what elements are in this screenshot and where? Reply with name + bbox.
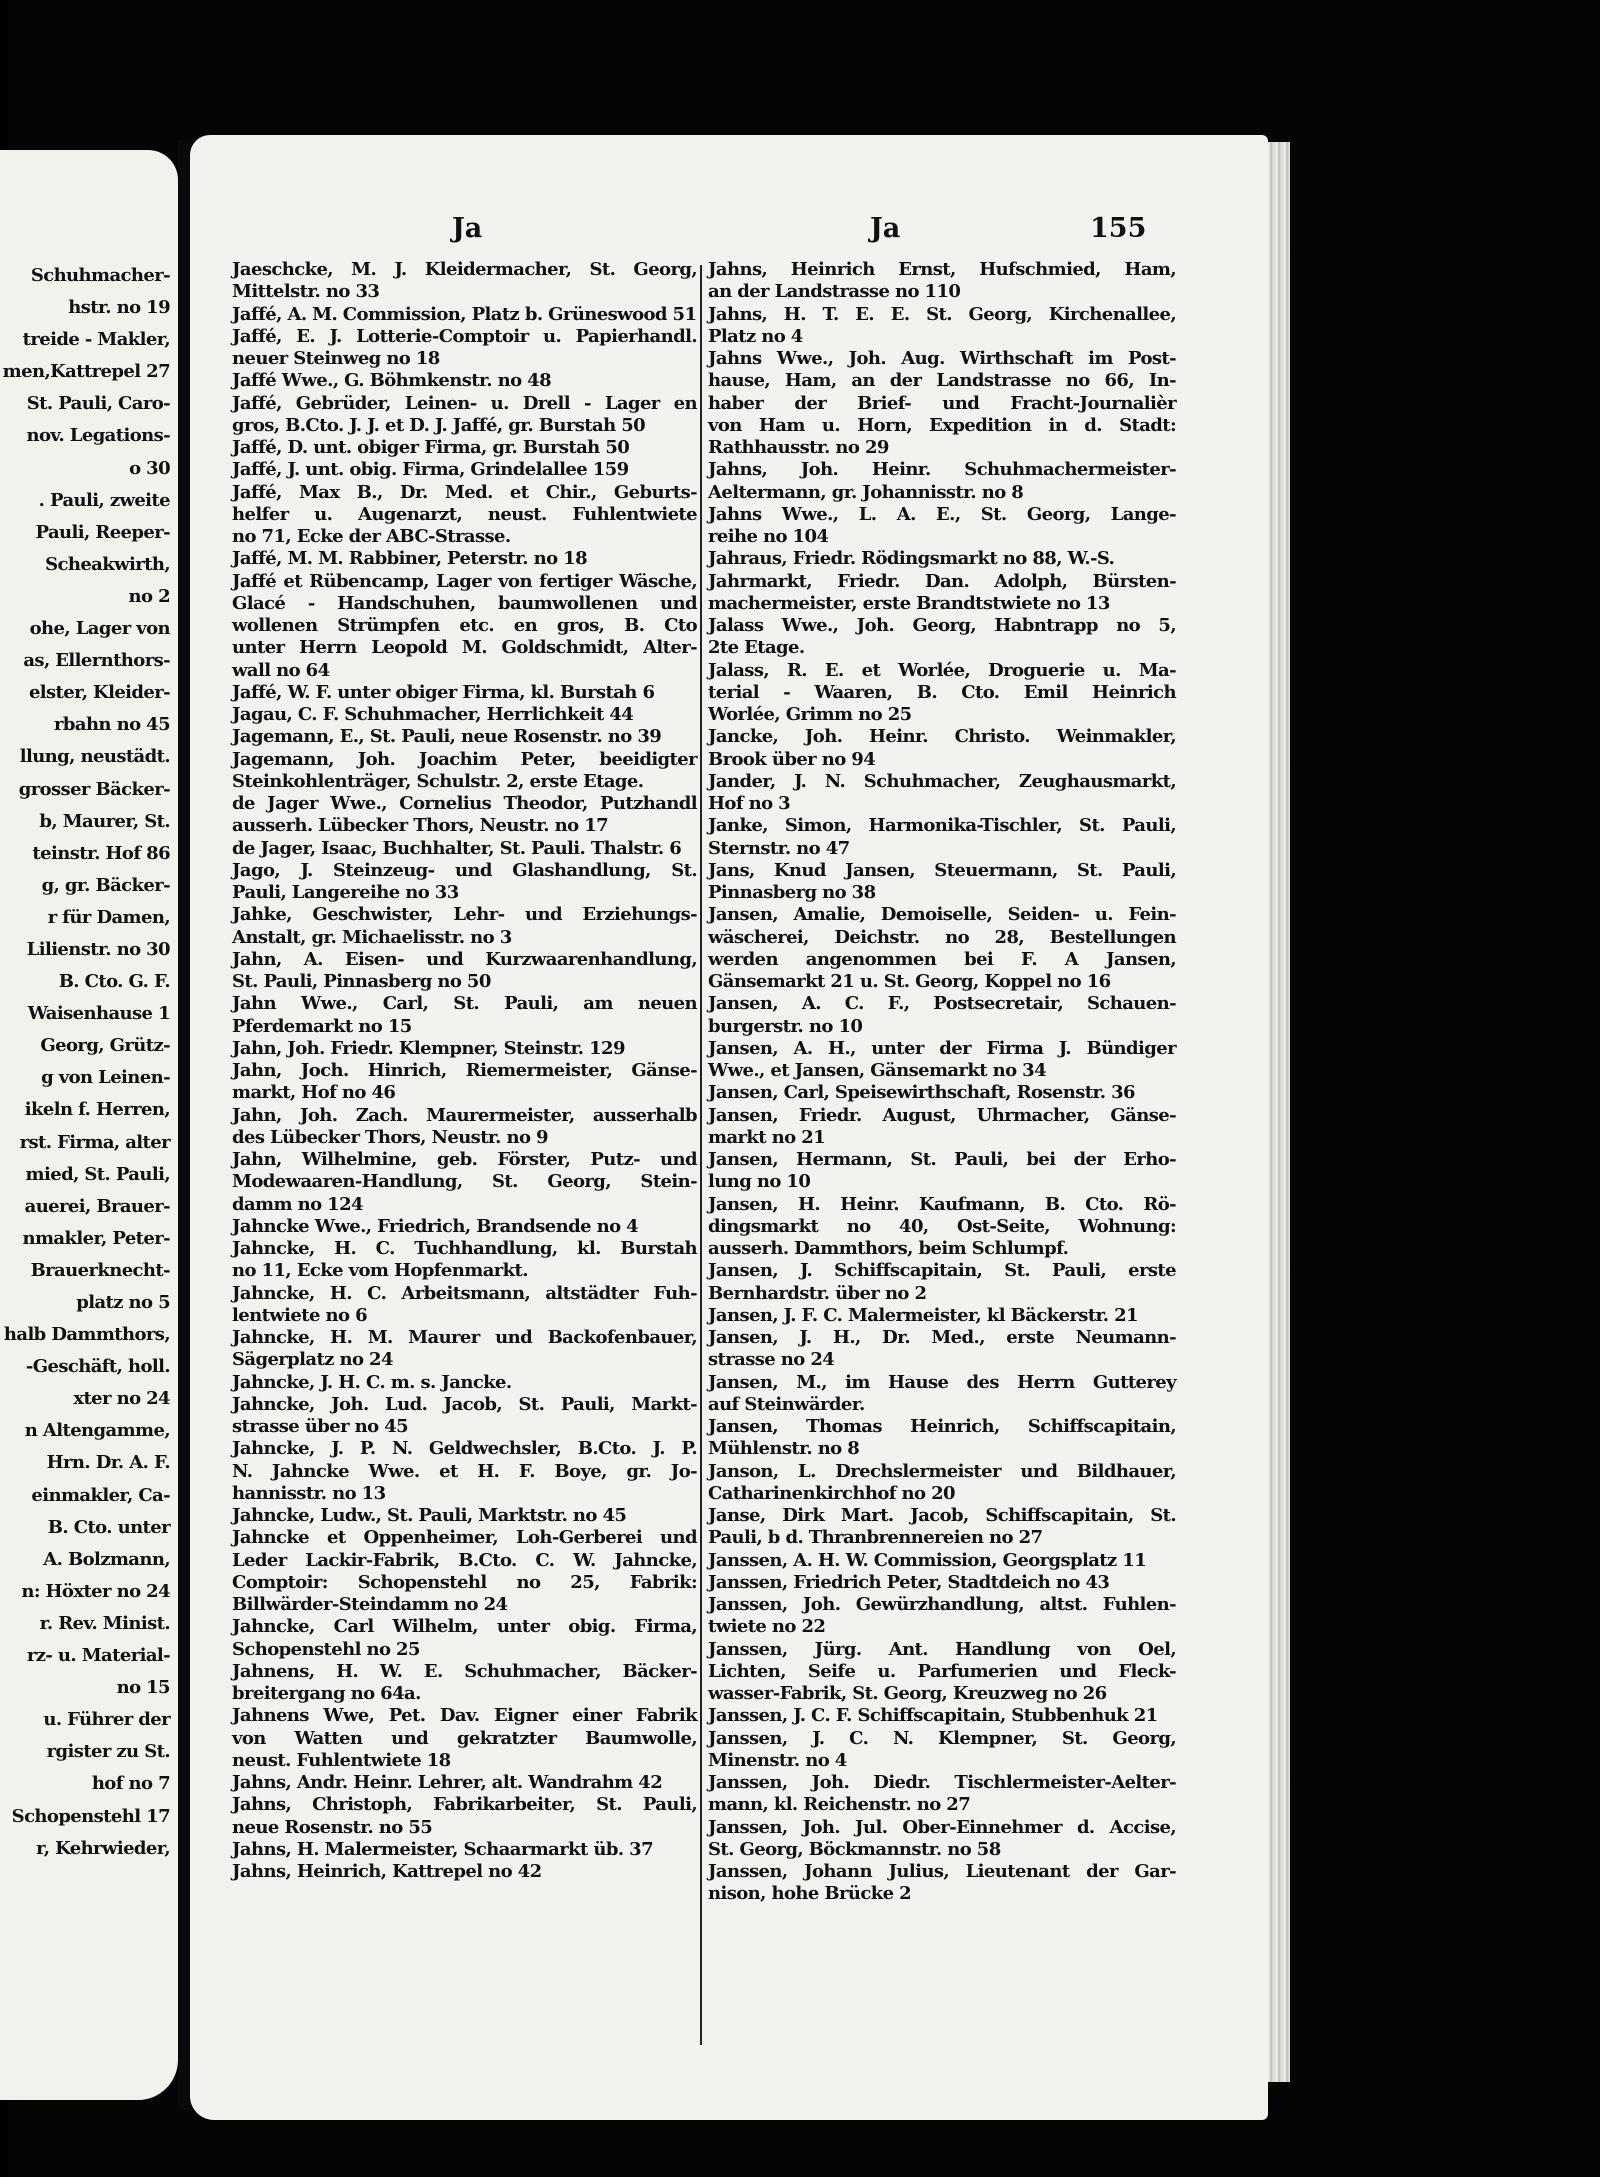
page-header	[190, 213, 1268, 253]
directory-entry-line: Janssen, Johann Julius, Lieutenant der Gar-	[708, 1861, 1176, 1882]
page-number: 155	[1090, 213, 1147, 244]
directory-entry-line: Jahncke, Joh. Lud. Jacob, St. Pauli, Markt-	[232, 1393, 697, 1415]
directory-entry-line: werden angenommen bei F. A Jansen,	[708, 948, 1176, 970]
directory-entry-line: dingsmarkt no 40, Ost-Seite, Wohnung:	[708, 1215, 1176, 1237]
left-page-fragment-line: rz- u. Material-	[26, 1645, 170, 1667]
directory-entry-line: Jansen, J. H., Dr. Med., erste Neumann-	[708, 1327, 1176, 1348]
directory-entry-line: Jahn, Wilhelmine, geb. Förster, Putz- und	[232, 1149, 697, 1170]
directory-entry-line: Jander, J. N. Schuhmacher, Zeughausmarkt,	[708, 770, 1176, 792]
directory-entry-line: Jahn, Joh. Friedr. Klempner, Steinstr. 129	[232, 1037, 625, 1059]
directory-entry-line: markt, Hof no 46	[232, 1082, 396, 1104]
directory-entry-line: Jahns, Heinrich Ernst, Hufschmied, Ham,	[708, 259, 1176, 280]
left-page-fragment-line: men,Kattrepel 27	[2, 361, 170, 383]
left-page-fragment-line: u. Führer der	[43, 1709, 170, 1731]
left-page-fragment-line: r. Rev. Minist.	[39, 1612, 170, 1634]
left-page-fragment-line: b, Maurer, St.	[39, 810, 170, 832]
directory-entry-line: Janssen, J. C. F. Schiffscapitain, Stubbenhuk 21	[708, 1705, 1158, 1727]
directory-entry-line: de Jager Wwe., Cornelius Theodor, Putzhandl	[232, 793, 697, 814]
directory-entry-line: Rathhausstr. no 29	[708, 437, 889, 458]
directory-entry-line: Jaffé, M. M. Rabbiner, Peterstr. no 18	[232, 548, 588, 570]
directory-entry-line: Jago, J. Steinzeug- und Glashandlung, St.	[232, 859, 697, 881]
directory-entry-line: Jans, Knud Jansen, Steuermann, St. Pauli,	[708, 859, 1176, 881]
directory-entry-line: Jaffé, E. J. Lotterie-Comptoir u. Papierhandl.	[232, 325, 697, 347]
left-page-fragment-line: xter no 24	[73, 1388, 170, 1410]
directory-entry-line: Jahncke, H. M. Maurer und Backofenbauer,	[232, 1327, 697, 1348]
directory-entry-line: Jagau, C. F. Schuhmacher, Herrlichkeit 44	[232, 704, 634, 725]
left-page-fragment-line: B. Cto. unter	[47, 1516, 170, 1538]
directory-entry-line: markt no 21	[708, 1126, 826, 1148]
directory-entry-line: Janssen, Joh. Diedr. Tischlermeister-Aelter-	[708, 1772, 1176, 1793]
directory-entry-line: Jahns Wwe., L. A. E., St. Georg, Lange-	[708, 503, 1176, 525]
directory-entry-line: Jahns, H. Malermeister, Schaarmarkt üb. 37	[232, 1838, 654, 1860]
left-page-fragment-line: halb Dammthors,	[3, 1324, 170, 1346]
header-right-guideword: Ja	[870, 213, 901, 244]
directory-entry-line: Pauli, Langereihe no 33	[232, 882, 459, 903]
directory-entry-line: strasse über no 45	[232, 1416, 409, 1437]
directory-entry-line: Jahn, Joch. Hinrich, Riemermeister, Gänse-	[232, 1060, 697, 1081]
right-page	[190, 135, 1268, 2120]
directory-entry-line: mann, kl. Reichenstr. no 27	[708, 1794, 971, 1816]
directory-entry-line: Jagemann, Joh. Joachim Peter, beeidigter	[232, 748, 697, 770]
directory-entry-line: Schopenstehl no 25	[232, 1638, 420, 1660]
left-page-fragment-line: ikeln f. Herren,	[24, 1099, 170, 1121]
directory-entry-line: Jansen, Thomas Heinrich, Schiffscapitain,	[708, 1416, 1176, 1437]
directory-entry-line: von Watten und gekratzter Baumwolle,	[232, 1727, 697, 1749]
left-page-fragment-line: rst. Firma, alter	[19, 1131, 170, 1153]
directory-entry-line: Jaffé, A. M. Commission, Platz b. Grüneswood 51	[232, 303, 697, 325]
directory-entry-line: Jaffé, Max B., Dr. Med. et Chir., Geburts-	[232, 481, 697, 503]
directory-entry-line: Sägerplatz no 24	[232, 1349, 393, 1371]
directory-entry-line: Mühlenstr. no 8	[708, 1438, 860, 1460]
directory-entry-line: Janson, L. Drechslermeister und Bildhauer,	[708, 1460, 1176, 1482]
directory-entry-line: Worlée, Grimm no 25	[708, 704, 912, 725]
directory-entry-line: Jansen, M., im Hause des Herrn Gutterey	[708, 1371, 1176, 1393]
directory-entry-line: Billwärder-Steindamm no 24	[232, 1594, 508, 1615]
directory-entry-line: Sternstr. no 47	[708, 837, 850, 859]
directory-entry-line: Jahraus, Friedr. Rödingsmarkt no 88, W.-S.	[708, 548, 1115, 570]
directory-entry-line: ausserh. Lübecker Thors, Neustr. no 17	[232, 815, 609, 837]
directory-entry-line: Jansen, A. H., unter der Firma J. Bündiger	[708, 1037, 1176, 1059]
directory-entry-line: Janssen, Joh. Jul. Ober-Einnehmer d. Accise,	[708, 1816, 1176, 1838]
directory-entry-line: Brook über no 94	[708, 748, 876, 770]
directory-entry-line: Jahncke, Carl Wilhelm, unter obig. Firma,	[232, 1616, 697, 1638]
directory-entry-line: Jalass Wwe., Joh. Georg, Habntrapp no 5,	[708, 615, 1176, 636]
left-page-fragment-line: treide - Makler,	[22, 329, 170, 351]
directory-entry-line: ausserh. Dammthors, beim Schlumpf.	[708, 1238, 1069, 1259]
directory-entry-line: wäscherei, Deichstr. no 28, Bestellungen	[708, 926, 1176, 948]
directory-entry-line: Jahncke, H. C. Arbeitsmann, altstädter Fuh-	[232, 1282, 697, 1304]
directory-entry-line: machermeister, erste Brandtstwiete no 13	[708, 592, 1110, 614]
directory-entry-line: Jansen, J. Schiffscapitain, St. Pauli, erste	[708, 1260, 1176, 1282]
directory-entry-line: Jahncke, H. C. Tuchhandlung, kl. Burstah	[232, 1238, 697, 1259]
directory-entry-line: von Ham u. Horn, Expedition in d. Stadt:	[708, 414, 1176, 436]
directory-entry-line: Jagemann, E., St. Pauli, neue Rosenstr. no 39	[232, 726, 662, 748]
left-page	[0, 150, 178, 2100]
left-page-fragment-line: Schopenstehl 17	[11, 1805, 170, 1827]
directory-entry-line: reihe no 104	[708, 526, 829, 547]
directory-entry-line: wall no 64	[232, 659, 330, 681]
column-divider	[700, 265, 702, 2045]
left-page-fragment-line: einmakler, Ca-	[31, 1484, 170, 1506]
left-page-fragment-line: Brauerknecht-	[30, 1259, 170, 1281]
directory-entry-line: Gänsemarkt 21 u. St. Georg, Koppel no 16	[708, 971, 1111, 992]
left-page-fragment-line: no 2	[128, 585, 170, 607]
directory-entry-line: strasse no 24	[708, 1349, 835, 1371]
directory-entry-line: Steinkohlenträger, Schulstr. 2, erste Etage.	[232, 770, 644, 792]
directory-entry-line: Aeltermann, gr. Johannisstr. no 8	[708, 481, 1024, 503]
left-page-fragment-line: A. Bolzmann,	[43, 1548, 170, 1570]
directory-entry-line: Catharinenkirchhof no 20	[708, 1482, 955, 1504]
directory-entry-line: breitergang no 64a.	[232, 1683, 421, 1704]
left-page-fragment-line: ohe, Lager von	[29, 618, 170, 640]
directory-entry-line: lung no 10	[708, 1171, 811, 1193]
directory-entry-line: Jaeschcke, M. J. Kleidermacher, St. Georg,	[232, 259, 697, 280]
directory-entry-line: Glacé - Handschuhen, baumwollenen und	[232, 592, 697, 614]
directory-entry-line: Jaffé, W. F. unter obiger Firma, kl. Burstah 6	[232, 681, 655, 703]
directory-entry-line: no 71, Ecke der ABC-Strasse.	[232, 526, 511, 547]
directory-entry-line: neuer Steinweg no 18	[232, 348, 440, 369]
directory-entry-line: Jansen, H. Heinr. Kaufmann, B. Cto. Rö-	[708, 1193, 1176, 1215]
directory-entry-line: Wwe., et Jansen, Gänsemarkt no 34	[708, 1060, 1047, 1081]
directory-entry-line: Pferdemarkt no 15	[232, 1015, 412, 1037]
directory-entry-line: Jahns, H. T. E. E. St. Georg, Kirchenallee,	[708, 303, 1176, 325]
directory-entry-line: St. Georg, Böckmannstr. no 58	[708, 1838, 1001, 1860]
left-page-fragment-line: r, Kehrwieder,	[36, 1837, 170, 1859]
left-page-fragment-line: platz no 5	[76, 1292, 170, 1313]
directory-entry-line: neue Rosenstr. no 55	[232, 1816, 433, 1838]
directory-entry-line: Leder Lackir-Fabrik, B.Cto. C. W. Jahncke,	[232, 1549, 697, 1571]
directory-entry-line: Janssen, Friedrich Peter, Stadtdeich no 43	[708, 1571, 1110, 1593]
directory-entry-line: Jahnens Wwe, Pet. Dav. Eigner einer Fabrik	[232, 1705, 697, 1727]
left-page-fragment-line: rbahn no 45	[54, 714, 170, 736]
directory-entry-line: haber der Brief- und Fracht-Journalièr	[708, 392, 1176, 414]
directory-entry-line: Anstalt, gr. Michaelisstr. no 3	[232, 926, 512, 948]
directory-entry-line: Janssen, Joh. Gewürzhandlung, altst. Fuhlen-	[708, 1594, 1176, 1615]
directory-entry-line: Jahns, Heinrich, Kattrepel no 42	[232, 1861, 542, 1882]
left-page-fragment-line: n: Höxter no 24	[21, 1580, 170, 1602]
directory-entry-line: Jahnens, H. W. E. Schuhmacher, Bäcker-	[232, 1660, 697, 1682]
directory-entry-line: Jansen, A. C. F., Postsecretair, Schauen-	[708, 993, 1176, 1015]
directory-entry-line: Jaffé et Rübencamp, Lager von fertiger Wäsche,	[232, 570, 697, 592]
directory-entry-line: Platz no 4	[708, 325, 803, 347]
directory-entry-line: Jahns, Christoph, Fabrikarbeiter, St. Pauli,	[232, 1794, 697, 1816]
directory-entry-line: Jansen, J. F. C. Malermeister, kl Bäckerstr. 21	[708, 1304, 1138, 1326]
left-page-fragment-line: no 15	[116, 1677, 170, 1699]
directory-entry-line: Janke, Simon, Harmonika-Tischler, St. Pauli,	[708, 815, 1176, 837]
directory-entry-line: Jahns Wwe., Joh. Aug. Wirthschaft im Post-	[708, 348, 1176, 369]
directory-entry-line: Pauli, b d. Thranbrennereien no 27	[708, 1527, 1043, 1549]
left-page-column	[0, 260, 170, 1865]
left-page-fragment-line: Pauli, Reeper-	[35, 521, 170, 543]
left-page-fragment-line: B. Cto. G. F.	[58, 971, 170, 993]
directory-entry-line: nison, hohe Brücke 2	[708, 1883, 912, 1905]
left-page-fragment-line: Georg, Grütz-	[40, 1035, 170, 1057]
left-page-fragment-line: St. Pauli, Caro-	[26, 393, 170, 415]
left-page-fragment-line: n Altengamme,	[24, 1420, 170, 1442]
directory-column-left	[232, 259, 697, 1883]
directory-entry-line: gros, B.Cto. J. J. et D. J. Jaffé, gr. Burstah 50	[232, 414, 646, 436]
directory-entry-line: lentwiete no 6	[232, 1304, 367, 1326]
left-page-fragment-line: Hrn. Dr. A. F.	[46, 1452, 170, 1474]
directory-entry-line: Comptoir: Schopenstehl no 25, Fabrik:	[232, 1571, 697, 1593]
directory-entry-line: Modewaaren-Handlung, St. Georg, Stein-	[232, 1171, 697, 1193]
left-page-fragment-line: r für Damen,	[47, 906, 170, 928]
directory-entry-line: Jaffé, Gebrüder, Leinen- u. Drell - Lager en	[232, 392, 697, 414]
left-page-fragment-line: g, gr. Bäcker-	[41, 874, 170, 896]
directory-entry-line: Jahns, Andr. Heinr. Lehrer, alt. Wandrahm 42	[232, 1772, 663, 1793]
directory-entry-line: Jaffé, J. unt. obig. Firma, Grindelallee 159	[232, 459, 629, 481]
directory-entry-line: Lichten, Seife u. Parfumerien und Fleck-	[708, 1660, 1176, 1682]
directory-entry-line: Jahn, Joh. Zach. Maurermeister, ausserhalb	[232, 1104, 697, 1126]
left-page-fragment-line: -Geschäft, holl.	[25, 1356, 170, 1378]
left-page-fragment-line: auerei, Brauer-	[24, 1195, 170, 1217]
directory-entry-line: hause, Ham, an der Landstrasse no 66, In-	[708, 370, 1176, 392]
left-page-fragment-line: . Pauli, zweite	[38, 489, 170, 511]
directory-column-right	[708, 259, 1176, 1906]
directory-entry-line: Jansen, Carl, Speisewirthschaft, Rosenstr. 36	[708, 1082, 1135, 1104]
left-page-fragment-line: g von Leinen-	[41, 1067, 170, 1089]
directory-entry-line: wollenen Strümpfen etc. en gros, B. Cto	[232, 615, 697, 636]
directory-entry-line: damm no 124	[232, 1193, 363, 1215]
directory-entry-line: Jansen, Amalie, Demoiselle, Seiden- u. Fein-	[708, 904, 1176, 926]
directory-entry-line: unter Herrn Leopold M. Goldschmidt, Alter-	[232, 637, 697, 659]
directory-entry-line: Jahn Wwe., Carl, St. Pauli, am neuen	[232, 993, 697, 1015]
directory-entry-line: Jahncke Wwe., Friedrich, Brandsende no 4	[232, 1215, 639, 1237]
directory-entry-line: Jahn, A. Eisen- und Kurzwaarenhandlung,	[232, 948, 697, 970]
left-page-fragment-line: grosser Bäcker-	[18, 778, 170, 800]
directory-entry-line: Jahke, Geschwister, Lehr- und Erziehungs-	[232, 904, 697, 926]
left-page-fragment-line: mied, St. Pauli,	[25, 1163, 170, 1185]
directory-entry-line: Hof no 3	[708, 793, 791, 814]
directory-entry-line: Jalass, R. E. et Worlée, Droguerie u. Ma-	[708, 659, 1176, 681]
directory-entry-line: neust. Fuhlentwiete 18	[232, 1749, 451, 1771]
directory-entry-line: Janssen, J. C. N. Klempner, St. Georg,	[708, 1727, 1176, 1749]
directory-entry-line: terial - Waaren, B. Cto. Emil Heinrich	[708, 681, 1176, 703]
left-page-fragment-line: Waisenhause 1	[27, 1003, 170, 1025]
left-page-fragment-line: as, Ellernthors-	[23, 650, 170, 672]
left-page-fragment-line: Schuhmacher-	[30, 265, 170, 286]
directory-entry-line: Janse, Dirk Mart. Jacob, Schiffscapitain, St.	[708, 1505, 1176, 1526]
left-page-fragment-line: nmakler, Peter-	[22, 1227, 170, 1249]
directory-entry-line: Janssen, Jürg. Ant. Handlung von Oel,	[708, 1638, 1176, 1660]
left-page-fragment-line: llung, neustädt.	[19, 746, 170, 768]
directory-entry-line: Jahncke, Ludw., St. Pauli, Marktstr. no 45	[232, 1505, 627, 1526]
directory-entry-line: Jancke, Joh. Heinr. Christo. Weinmakler,	[708, 726, 1176, 748]
directory-entry-line: Jahncke, J. H. C. m. s. Jancke.	[232, 1371, 512, 1393]
header-left-guideword: Ja	[452, 213, 483, 244]
directory-entry-line: Jaffé Wwe., G. Böhmkenstr. no 48	[232, 370, 551, 392]
directory-entry-line: de Jager, Isaac, Buchhalter, St. Pauli. Thalstr. 6	[232, 837, 682, 859]
directory-entry-line: N. Jahncke Wwe. et H. F. Boye, gr. Jo-	[232, 1460, 697, 1482]
directory-entry-line: 2te Etage.	[708, 637, 805, 659]
left-page-fragment-line: o 30	[129, 457, 170, 479]
left-page-fragment-line: elster, Kleider-	[28, 682, 170, 704]
directory-entry-line: des Lübecker Thors, Neustr. no 9	[232, 1126, 548, 1148]
left-page-fragment-line: teinstr. Hof 86	[32, 842, 170, 864]
directory-entry-line: Pinnasberg no 38	[708, 882, 876, 903]
directory-entry-line: Jansen, Friedr. August, Uhrmacher, Gänse-	[708, 1104, 1176, 1126]
left-page-fragment-line: hstr. no 19	[68, 297, 170, 319]
directory-entry-line: burgerstr. no 10	[708, 1015, 863, 1037]
directory-entry-line: wasser-Fabrik, St. Georg, Kreuzweg no 26	[708, 1683, 1107, 1704]
directory-entry-line: Jahns, Joh. Heinr. Schuhmachermeister-	[708, 459, 1176, 481]
left-page-fragment-line: hof no 7	[91, 1773, 170, 1795]
left-page-fragment-line: rgister zu St.	[46, 1741, 170, 1763]
directory-entry-line: Minenstr. no 4	[708, 1749, 847, 1771]
directory-entry-line: twiete no 22	[708, 1616, 826, 1638]
directory-entry-line: Mittelstr. no 33	[232, 281, 380, 303]
left-page-fragment-line: nov. Legations-	[26, 425, 170, 447]
directory-entry-line: Jaffé, D. unt. obiger Firma, gr. Burstah 50	[232, 437, 630, 458]
directory-entry-line: Janssen, A. H. W. Commission, Georgsplatz 11	[708, 1549, 1147, 1571]
directory-entry-line: Bernhardstr. über no 2	[708, 1282, 927, 1304]
directory-entry-line: no 11, Ecke vom Hopfenmarkt.	[232, 1260, 528, 1282]
directory-entry-line: Jahncke, J. P. N. Geldwechsler, B.Cto. J. P.	[232, 1438, 697, 1460]
left-page-fragment-line: Lilienstr. no 30	[26, 938, 170, 960]
directory-entry-line: an der Landstrasse no 110	[708, 281, 961, 303]
left-page-fragment-line: Scheakwirth,	[45, 553, 170, 575]
directory-entry-line: Jansen, Hermann, St. Pauli, bei der Erho-	[708, 1149, 1176, 1170]
directory-entry-line: hannisstr. no 13	[232, 1482, 386, 1504]
directory-entry-line: St. Pauli, Pinnasberg no 50	[232, 971, 491, 992]
directory-entry-line: Jahrmarkt, Friedr. Dan. Adolph, Bürsten-	[708, 570, 1176, 592]
directory-entry-line: auf Steinwärder.	[708, 1393, 865, 1415]
directory-entry-line: Jahncke et Oppenheimer, Loh-Gerberei und	[232, 1527, 697, 1549]
directory-entry-line: helfer u. Augenarzt, neust. Fuhlentwiete	[232, 503, 697, 525]
